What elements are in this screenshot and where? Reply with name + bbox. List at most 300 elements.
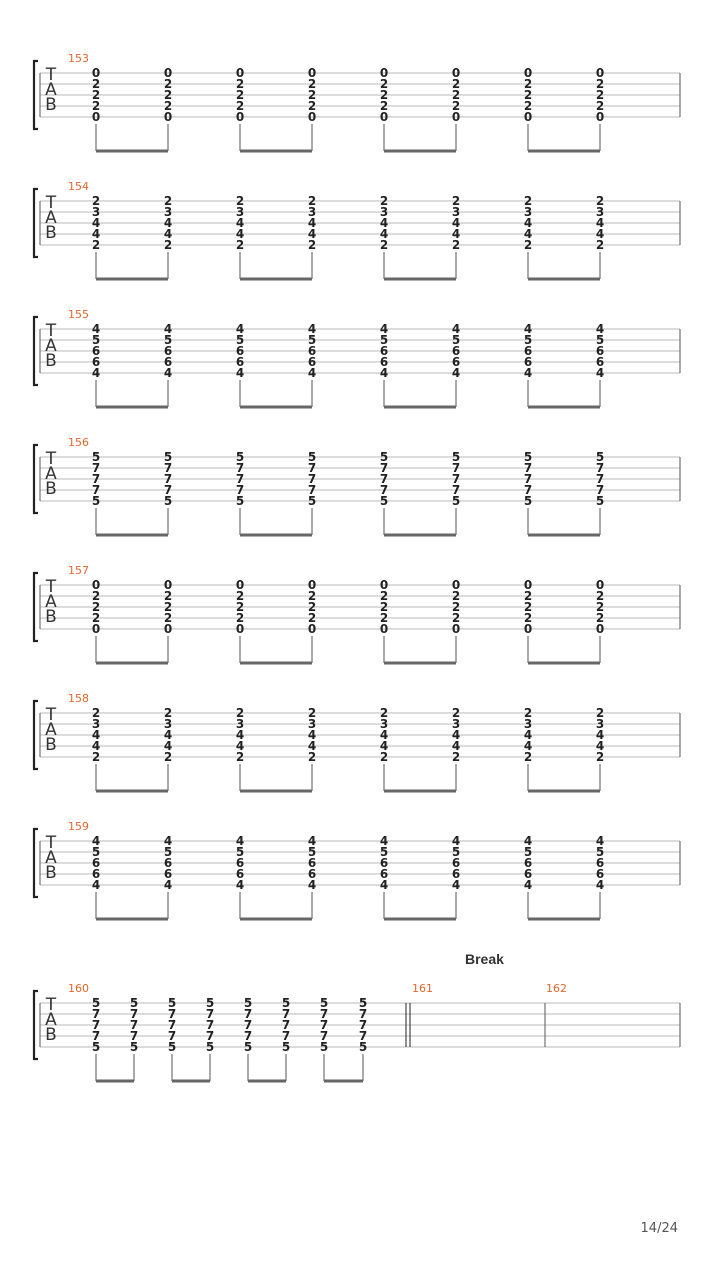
fret-number: 7 [91, 1018, 101, 1032]
fret-number: 0 [595, 622, 605, 636]
fret-number: 6 [307, 867, 317, 881]
fret-number: 2 [379, 238, 389, 252]
fret-number: 2 [235, 99, 245, 113]
fret-number: 6 [379, 344, 389, 358]
fret-number: 2 [523, 238, 533, 252]
fret-number: 3 [307, 717, 317, 731]
fret-number: 7 [523, 461, 533, 475]
tab-clef-letter: A [45, 80, 57, 100]
fret-number: 2 [379, 611, 389, 625]
fret-number: 7 [163, 461, 173, 475]
fret-number: 5 [379, 845, 389, 859]
fret-number: 3 [163, 205, 173, 219]
measure-number: 153 [68, 52, 89, 65]
fret-number: 4 [451, 366, 461, 380]
fret-number: 6 [595, 856, 605, 870]
tab-clef-letter: T [45, 65, 57, 85]
fret-number: 7 [319, 1007, 329, 1021]
measure-number: 160 [68, 982, 89, 995]
fret-number: 2 [595, 589, 605, 603]
fret-number: 6 [235, 867, 245, 881]
fret-number: 7 [163, 472, 173, 486]
fret-number: 6 [451, 867, 461, 881]
fret-number: 0 [235, 66, 245, 80]
fret-number: 2 [307, 88, 317, 102]
system-bracket [34, 445, 38, 513]
system-bracket [34, 61, 38, 129]
fret-number: 6 [163, 867, 173, 881]
fret-number: 2 [451, 88, 461, 102]
fret-number: 6 [451, 344, 461, 358]
fret-number: 7 [358, 1007, 368, 1021]
fret-number: 2 [595, 750, 605, 764]
fret-number: 4 [91, 878, 101, 892]
fret-number: 4 [91, 728, 101, 742]
fret-number: 4 [451, 728, 461, 742]
fret-number: 2 [523, 611, 533, 625]
fret-number: 4 [523, 227, 533, 241]
fret-number: 5 [451, 845, 461, 859]
fret-number: 2 [91, 88, 101, 102]
fret-number: 2 [595, 88, 605, 102]
fret-number: 4 [307, 366, 317, 380]
fret-number: 2 [163, 238, 173, 252]
fret-number: 5 [523, 450, 533, 464]
fret-number: 4 [307, 216, 317, 230]
tab-clef-letter: B [45, 223, 57, 243]
fret-number: 4 [595, 728, 605, 742]
fret-number: 4 [91, 739, 101, 753]
fret-number: 4 [595, 227, 605, 241]
fret-number: 2 [307, 77, 317, 91]
fret-number: 5 [163, 494, 173, 508]
fret-number: 5 [451, 450, 461, 464]
fret-number: 2 [235, 611, 245, 625]
tab-clef-letter: T [45, 321, 57, 341]
fret-number: 6 [379, 856, 389, 870]
fret-number: 2 [595, 77, 605, 91]
fret-number: 0 [379, 66, 389, 80]
fret-number: 5 [235, 450, 245, 464]
fret-number: 2 [91, 99, 101, 113]
fret-number: 4 [595, 834, 605, 848]
measure-number: 161 [412, 982, 433, 995]
fret-number: 7 [91, 483, 101, 497]
system-bracket [34, 991, 38, 1059]
fret-number: 0 [163, 578, 173, 592]
fret-number: 4 [307, 834, 317, 848]
fret-number: 7 [91, 1007, 101, 1021]
fret-number: 7 [167, 1018, 177, 1032]
fret-number: 3 [595, 205, 605, 219]
fret-number: 5 [307, 845, 317, 859]
fret-number: 5 [523, 494, 533, 508]
fret-number: 0 [451, 622, 461, 636]
fret-number: 2 [523, 600, 533, 614]
fret-number: 0 [451, 578, 461, 592]
fret-number: 4 [91, 227, 101, 241]
fret-number: 2 [451, 611, 461, 625]
fret-number: 0 [163, 622, 173, 636]
fret-number: 5 [129, 996, 139, 1010]
fret-number: 2 [235, 238, 245, 252]
fret-number: 6 [91, 344, 101, 358]
fret-number: 4 [91, 216, 101, 230]
fret-number: 2 [595, 99, 605, 113]
fret-number: 7 [129, 1029, 139, 1043]
fret-number: 2 [91, 706, 101, 720]
fret-number: 4 [307, 227, 317, 241]
fret-number: 5 [451, 333, 461, 347]
tab-clef-letter: T [45, 705, 57, 725]
fret-number: 5 [91, 996, 101, 1010]
fret-number: 2 [595, 611, 605, 625]
section-label: Break [465, 951, 504, 967]
fret-number: 7 [358, 1018, 368, 1032]
fret-number: 2 [91, 611, 101, 625]
fret-number: 2 [307, 611, 317, 625]
fret-number: 5 [379, 450, 389, 464]
tab-clef-letter: A [45, 848, 57, 868]
fret-number: 4 [523, 739, 533, 753]
fret-number: 5 [358, 996, 368, 1010]
measure-number: 155 [68, 308, 89, 321]
fret-number: 2 [595, 194, 605, 208]
fret-number: 5 [451, 494, 461, 508]
fret-number: 6 [595, 344, 605, 358]
fret-number: 4 [307, 728, 317, 742]
fret-number: 0 [595, 66, 605, 80]
fret-number: 2 [451, 706, 461, 720]
fret-number: 3 [163, 717, 173, 731]
fret-number: 0 [523, 110, 533, 124]
fret-number: 5 [243, 1040, 253, 1054]
fret-number: 7 [235, 461, 245, 475]
fret-number: 7 [235, 472, 245, 486]
fret-number: 0 [307, 66, 317, 80]
fret-number: 2 [235, 88, 245, 102]
tab-clef-letter: B [45, 351, 57, 371]
fret-number: 4 [91, 834, 101, 848]
fret-number: 5 [235, 845, 245, 859]
fret-number: 0 [307, 578, 317, 592]
fret-number: 6 [451, 856, 461, 870]
fret-number: 7 [205, 1029, 215, 1043]
fret-number: 7 [523, 472, 533, 486]
fret-number: 4 [595, 366, 605, 380]
system-bracket [34, 317, 38, 385]
fret-number: 6 [595, 867, 605, 881]
measure-number: 156 [68, 436, 89, 449]
fret-number: 6 [595, 355, 605, 369]
fret-number: 6 [163, 344, 173, 358]
fret-number: 6 [307, 355, 317, 369]
system-bracket [34, 189, 38, 257]
fret-number: 7 [281, 1029, 291, 1043]
fret-number: 0 [163, 110, 173, 124]
fret-number: 2 [379, 589, 389, 603]
fret-number: 7 [243, 1018, 253, 1032]
fret-number: 3 [379, 205, 389, 219]
fret-number: 6 [91, 856, 101, 870]
fret-number: 5 [595, 450, 605, 464]
fret-number: 7 [523, 483, 533, 497]
fret-number: 2 [451, 589, 461, 603]
fret-number: 4 [523, 834, 533, 848]
fret-number: 7 [205, 1018, 215, 1032]
fret-number: 2 [595, 238, 605, 252]
tab-clef-letter: B [45, 863, 57, 883]
fret-number: 3 [523, 205, 533, 219]
fret-number: 4 [595, 739, 605, 753]
fret-number: 2 [379, 706, 389, 720]
fret-number: 6 [379, 355, 389, 369]
fret-number: 4 [523, 366, 533, 380]
fret-number: 5 [235, 333, 245, 347]
fret-number: 2 [451, 99, 461, 113]
fret-number: 5 [307, 333, 317, 347]
fret-number: 6 [91, 867, 101, 881]
fret-number: 0 [451, 66, 461, 80]
fret-number: 4 [379, 739, 389, 753]
fret-number: 5 [91, 494, 101, 508]
fret-number: 7 [319, 1029, 329, 1043]
fret-number: 5 [595, 333, 605, 347]
fret-number: 5 [129, 1040, 139, 1054]
tab-clef-letter: B [45, 735, 57, 755]
fret-number: 0 [235, 578, 245, 592]
fret-number: 7 [595, 483, 605, 497]
fret-number: 2 [307, 600, 317, 614]
fret-number: 4 [451, 878, 461, 892]
fret-number: 2 [163, 99, 173, 113]
fret-number: 0 [595, 578, 605, 592]
fret-number: 2 [235, 750, 245, 764]
fret-number: 4 [595, 322, 605, 336]
fret-number: 6 [523, 355, 533, 369]
fret-number: 0 [163, 66, 173, 80]
fret-number: 2 [307, 750, 317, 764]
fret-number: 2 [451, 194, 461, 208]
fret-number: 0 [91, 66, 101, 80]
fret-number: 2 [307, 99, 317, 113]
fret-number: 6 [379, 867, 389, 881]
fret-number: 3 [523, 717, 533, 731]
tab-clef-letter: A [45, 720, 57, 740]
fret-number: 4 [235, 322, 245, 336]
tab-clef-letter: T [45, 995, 57, 1015]
fret-number: 4 [451, 227, 461, 241]
fret-number: 7 [319, 1018, 329, 1032]
tab-clef-letter: T [45, 449, 57, 469]
fret-number: 2 [235, 600, 245, 614]
fret-number: 6 [523, 867, 533, 881]
fret-number: 2 [163, 77, 173, 91]
fret-number: 4 [163, 739, 173, 753]
fret-number: 7 [281, 1018, 291, 1032]
fret-number: 2 [163, 194, 173, 208]
fret-number: 0 [523, 66, 533, 80]
fret-number: 4 [523, 216, 533, 230]
fret-number: 2 [379, 600, 389, 614]
fret-number: 2 [451, 600, 461, 614]
fret-number: 5 [243, 996, 253, 1010]
fret-number: 7 [451, 483, 461, 497]
fret-number: 0 [523, 622, 533, 636]
fret-number: 6 [307, 856, 317, 870]
fret-number: 5 [91, 1040, 101, 1054]
fret-number: 6 [307, 344, 317, 358]
fret-number: 7 [379, 461, 389, 475]
fret-number: 4 [163, 878, 173, 892]
fret-number: 2 [451, 238, 461, 252]
fret-number: 7 [243, 1007, 253, 1021]
fret-number: 2 [379, 77, 389, 91]
tab-clef-letter: B [45, 607, 57, 627]
fret-number: 3 [451, 205, 461, 219]
fret-number: 7 [205, 1007, 215, 1021]
fret-number: 4 [163, 322, 173, 336]
fret-number: 4 [235, 878, 245, 892]
fret-number: 2 [523, 99, 533, 113]
fret-number: 7 [307, 483, 317, 497]
fret-number: 6 [523, 856, 533, 870]
fret-number: 6 [163, 856, 173, 870]
fret-number: 6 [523, 344, 533, 358]
fret-number: 5 [91, 333, 101, 347]
fret-number: 2 [163, 750, 173, 764]
fret-number: 7 [91, 472, 101, 486]
fret-number: 7 [281, 1007, 291, 1021]
fret-number: 0 [91, 622, 101, 636]
fret-number: 4 [451, 834, 461, 848]
fret-number: 2 [523, 706, 533, 720]
fret-number: 2 [307, 589, 317, 603]
fret-number: 4 [379, 227, 389, 241]
fret-number: 2 [523, 194, 533, 208]
fret-number: 3 [595, 717, 605, 731]
fret-number: 0 [235, 110, 245, 124]
fret-number: 2 [595, 600, 605, 614]
fret-number: 2 [235, 706, 245, 720]
fret-number: 7 [379, 483, 389, 497]
fret-number: 6 [235, 856, 245, 870]
fret-number: 7 [451, 472, 461, 486]
fret-number: 2 [163, 600, 173, 614]
fret-number: 4 [235, 227, 245, 241]
fret-number: 7 [379, 472, 389, 486]
fret-number: 2 [523, 88, 533, 102]
fret-number: 5 [163, 450, 173, 464]
fret-number: 2 [379, 99, 389, 113]
fret-number: 2 [379, 750, 389, 764]
fret-number: 2 [235, 194, 245, 208]
fret-number: 4 [307, 739, 317, 753]
fret-number: 2 [451, 750, 461, 764]
measure-number: 159 [68, 820, 89, 833]
fret-number: 5 [379, 494, 389, 508]
fret-number: 3 [235, 717, 245, 731]
fret-number: 0 [307, 622, 317, 636]
fret-number: 4 [379, 216, 389, 230]
fret-number: 4 [379, 322, 389, 336]
fret-number: 2 [307, 194, 317, 208]
fret-number: 4 [379, 366, 389, 380]
fret-number: 2 [163, 589, 173, 603]
fret-number: 2 [91, 194, 101, 208]
fret-number: 5 [595, 494, 605, 508]
fret-number: 2 [307, 238, 317, 252]
fret-number: 4 [307, 878, 317, 892]
fret-number: 7 [167, 1029, 177, 1043]
fret-number: 4 [163, 366, 173, 380]
fret-number: 7 [595, 472, 605, 486]
tab-clef-letter: T [45, 833, 57, 853]
fret-number: 4 [523, 878, 533, 892]
fret-number: 7 [91, 1029, 101, 1043]
measure-number: 158 [68, 692, 89, 705]
fret-number: 7 [91, 461, 101, 475]
fret-number: 4 [235, 739, 245, 753]
fret-number: 0 [91, 578, 101, 592]
fret-number: 0 [91, 110, 101, 124]
fret-number: 0 [379, 110, 389, 124]
tab-clef-letter: A [45, 336, 57, 356]
fret-number: 4 [451, 322, 461, 336]
fret-number: 7 [358, 1029, 368, 1043]
fret-number: 2 [91, 238, 101, 252]
fret-number: 7 [129, 1018, 139, 1032]
measure-number: 162 [546, 982, 567, 995]
tab-clef-letter: B [45, 479, 57, 499]
tab-clef-letter: A [45, 464, 57, 484]
fret-number: 2 [307, 706, 317, 720]
fret-number: 2 [91, 589, 101, 603]
fret-number: 4 [379, 878, 389, 892]
fret-number: 4 [235, 216, 245, 230]
fret-number: 0 [379, 578, 389, 592]
measure-number: 154 [68, 180, 89, 193]
fret-number: 4 [163, 728, 173, 742]
fret-number: 5 [167, 1040, 177, 1054]
fret-number: 0 [379, 622, 389, 636]
fret-number: 7 [451, 461, 461, 475]
page-number: 14/24 [640, 1221, 678, 1236]
fret-number: 4 [307, 322, 317, 336]
fret-number: 6 [235, 344, 245, 358]
tab-clef-letter: A [45, 208, 57, 228]
fret-number: 5 [319, 996, 329, 1010]
fret-number: 3 [379, 717, 389, 731]
fret-number: 5 [167, 996, 177, 1010]
tab-clef-letter: T [45, 193, 57, 213]
fret-number: 7 [129, 1007, 139, 1021]
fret-number: 2 [379, 194, 389, 208]
fret-number: 4 [523, 322, 533, 336]
fret-number: 5 [281, 1040, 291, 1054]
fret-number: 2 [595, 706, 605, 720]
fret-number: 2 [163, 611, 173, 625]
fret-number: 7 [595, 461, 605, 475]
fret-number: 5 [205, 1040, 215, 1054]
tab-clef-letter: A [45, 1010, 57, 1030]
system-bracket [34, 829, 38, 897]
fret-number: 5 [163, 845, 173, 859]
fret-number: 5 [235, 494, 245, 508]
fret-number: 6 [451, 355, 461, 369]
fret-number: 5 [595, 845, 605, 859]
fret-number: 3 [91, 717, 101, 731]
